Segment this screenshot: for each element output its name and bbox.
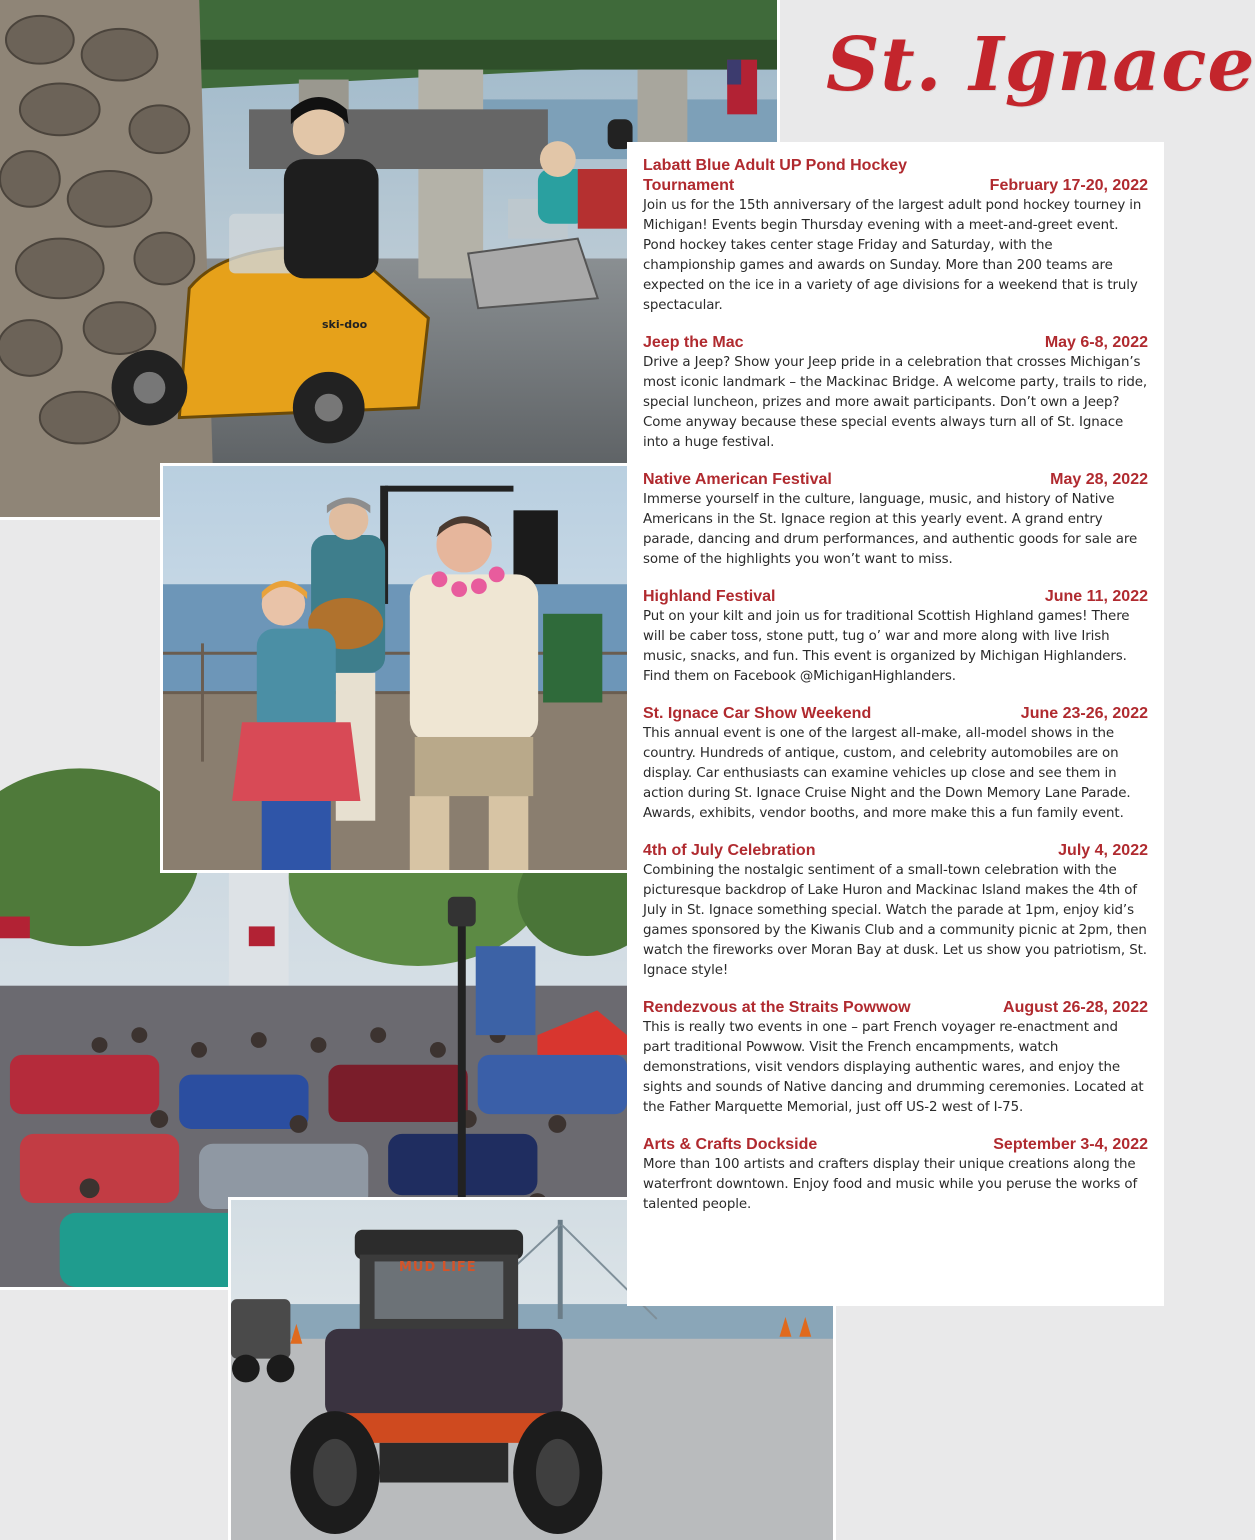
event-name: Native American Festival [643,471,832,488]
event-description: Combining the nostalgic sentiment of a small-town celebration with the picturesque backdrop of Lake Huron and Mackinac Island makes the 4th of July in St. Ignace something special. Watch the parade at 1pm, enjoy kid’s games sponsored by the Kiwanis Club and a community picnic at 2pm, then watch the fireworks over Moran Bay at dusk. Let us show you patriotism, St. Ignace style! [643,863,1147,978]
event-name: Labatt Blue Adult UP Pond Hockey Tournament [643,157,908,194]
event-date: June 11, 2022 [1044,588,1148,605]
event-name: St. Ignace Car Show Weekend [643,705,872,722]
event-description: Put on your kilt and join us for traditional Scottish Highland games! There will be caber toss, stone putt, tug o’ war and more along with live Irish music, snacks, and fun. This event is organized by Michigan Highlanders. Find them on Facebook @MichiganHighlanders. [643,609,1130,684]
event-description: This annual event is one of the largest all-make, all-model shows in the country. Hundreds of antique, custom, and celebrity automobiles are on display. Car enthusiasts can examine vehicles up close and see them in action during St. Ignace Cruise Night and the Down Memory Lane Parade. Awards, exhibits, vendor booths, and more make this a fun family event. [643,726,1131,821]
event-name: Highland Festival [643,588,776,605]
event-date: July 4, 2022 [1058,842,1148,859]
event-date: May 28, 2022 [1050,471,1148,488]
event-date: August 26-28, 2022 [1003,999,1148,1016]
event-highland-festival [643,587,1148,687]
event-rendezvous-powwow [643,998,1148,1118]
event-date: May 6-8, 2022 [1044,334,1148,351]
event-description: Immerse yourself in the culture, language, music, and history of Native Americans in the St. Ignace region at this yearly event. A grand entry parade, dancing and drum performances, and authentic goods for sale are some of the highlights you won’t want to miss. [643,492,1138,567]
event-date: September 3-4, 2022 [993,1136,1148,1153]
event-pond-hockey [643,156,1148,316]
event-native-american-festival [643,470,1148,570]
event-car-show-weekend [643,704,1148,824]
event-jeep-the-mac [643,333,1148,453]
event-name: 4th of July Celebration [643,842,816,859]
event-date: June 23-26, 2022 [1020,705,1148,722]
snowmobile-brand-label: ski-doo [322,318,368,331]
event-arts-crafts-dockside [643,1135,1148,1215]
event-date: February 17-20, 2022 [989,177,1148,194]
event-name: Jeep the Mac [643,334,744,351]
event-description: This is really two events in one – part French voyager re-enactment and part traditional Powwow. Visit the French encampments, watch demonstrations, visit vendors displaying authentic wares, and enjoy the sights and sounds of Native dancing and drumming ceremonies. Located at the Father Marquette Memorial, just off US-2 west of I-75. [643,1020,1144,1115]
photo-dancing-couple [160,463,630,873]
event-description: More than 100 artists and crafters display their unique creations along the waterfront downtown. Enjoy food and music while you peruse the works of talented people. [643,1157,1138,1212]
event-name: Arts & Crafts Dockside [643,1136,818,1153]
event-fourth-of-july [643,841,1148,981]
event-name: Rendezvous at the Straits Powwow [643,999,911,1016]
event-description: Join us for the 15th anniversary of the largest adult pond hockey tourney in Michigan! Events begin Thursday evening with a meet-and-greet event. Pond hockey takes center stage Friday and Saturday, with the championship games and awards on Sunday. More than 200 teams are expected on the ice in a variety of age divisions for a weekend that is truly spectacular. [643,198,1142,313]
event-description: Drive a Jeep? Show your Jeep pride in a celebration that crosses Michigan’s most iconic landmark – the Mackinac Bridge. A welcome party, trails to ride, special luncheon, prizes and more await participants. Don’t own a Jeep? Come anyway because these special events always turn all of St. Ignace into a huge festival. [643,355,1148,450]
page-title: St. Ignace [826,22,1255,108]
events-panel [627,142,1164,1306]
utv-windshield-label: MUD LIFE [399,1260,477,1275]
